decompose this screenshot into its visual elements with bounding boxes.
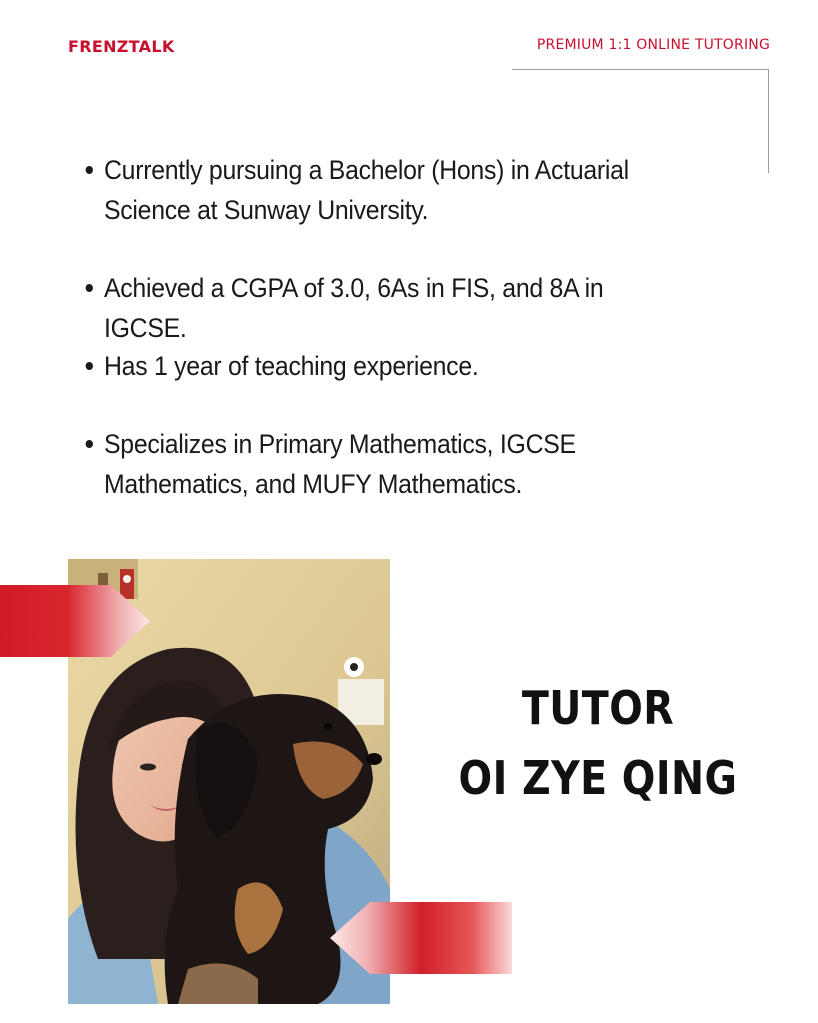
header-tagline: PREMIUM 1:1 ONLINE TUTORING [536,37,770,53]
list-item: Specializes in Primary Mathematics, IGCSE Mathematics, and MUFY Mathematics. [104,424,656,504]
tutor-label: TUTOR [521,681,675,735]
list-item: Achieved a CGPA of 3.0, 6As in FIS, and 8A in IGCSE. [104,268,656,348]
brand-logo-text: FRENZTALK [68,37,175,56]
list-item: Has 1 year of teaching experience. [104,346,656,386]
tutor-name: OI ZYE QING [458,751,738,805]
tutor-name-heading [430,680,766,806]
list-item: Currently pursuing a Bachelor (Hons) in Actuarial Science at Sunway University. [104,150,656,230]
